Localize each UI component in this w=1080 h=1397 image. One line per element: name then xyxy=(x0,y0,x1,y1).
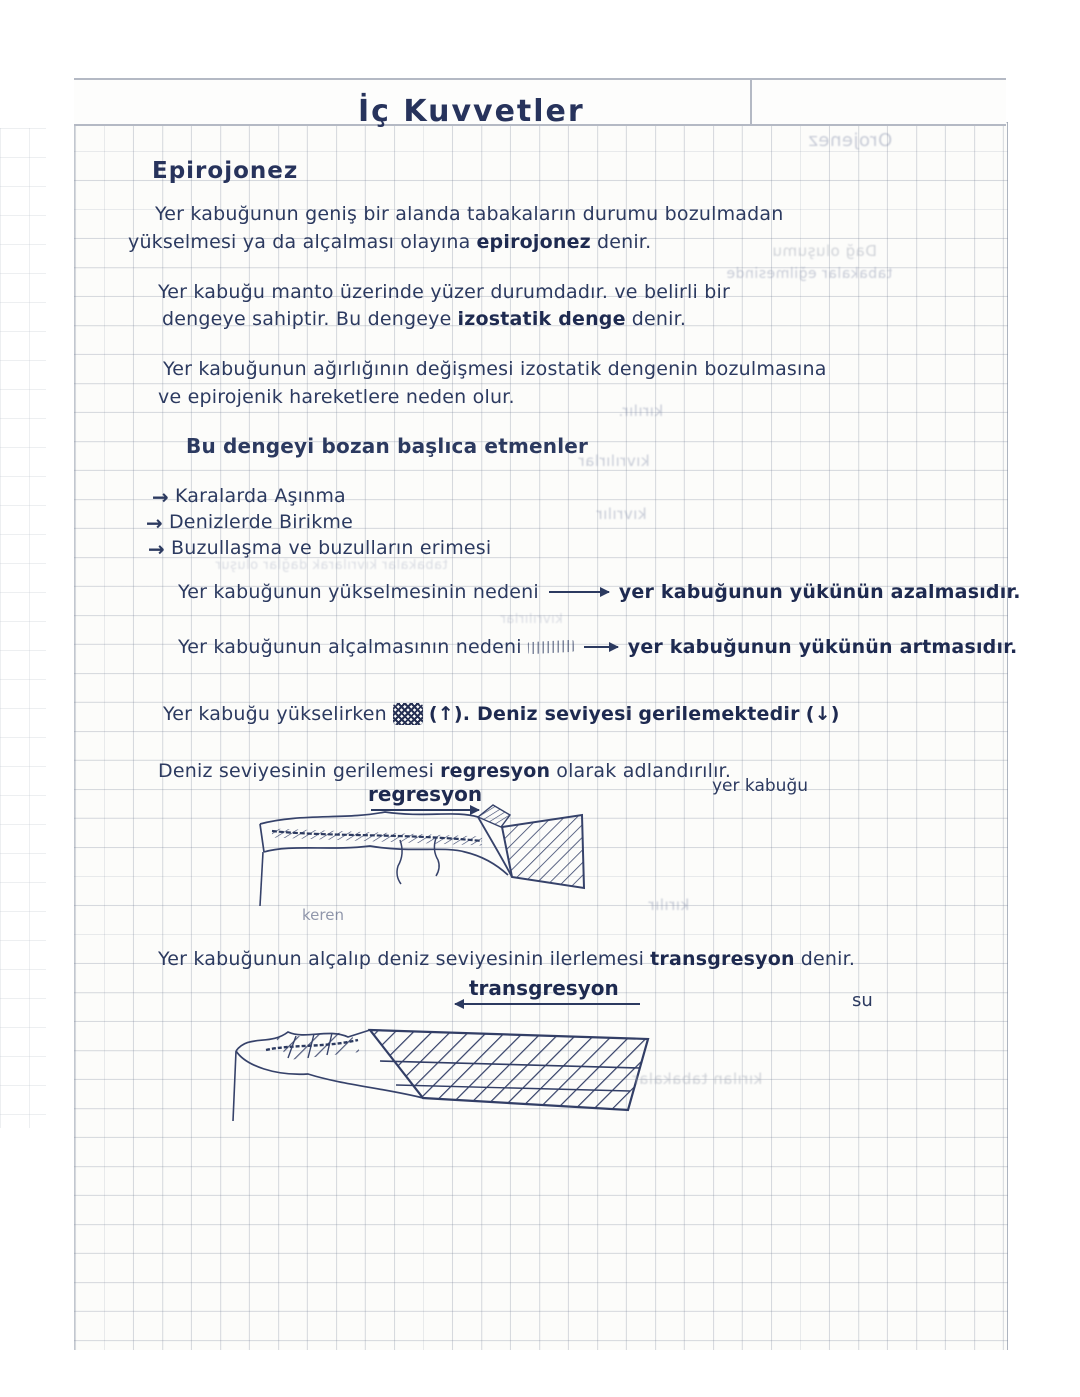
arrow-right-icon: → xyxy=(152,485,169,509)
label-text: transgresyon xyxy=(469,976,619,1000)
paragraph-text: dengeye sahiptir. Bu dengeye xyxy=(162,308,452,330)
ink-blot xyxy=(393,703,423,725)
water-label: su xyxy=(852,990,873,1011)
grid-paper xyxy=(74,122,1008,1350)
transgression-arrow-label xyxy=(455,976,640,1005)
page-title: İç Kuvvetler xyxy=(358,94,585,129)
regression-statement xyxy=(158,760,731,782)
statement-text: (↑). Deniz seviyesi xyxy=(428,703,633,725)
statement-text: Yer kabuğunun alçalıp deniz seviyesinin ilerlemesi xyxy=(158,948,645,970)
arrow-right-icon: → xyxy=(148,537,165,561)
cause-line xyxy=(178,636,1017,658)
paragraph-text: ve epirojenik hareketlere neden olur. xyxy=(158,386,515,408)
bleed-through-text: kıvrılır xyxy=(596,505,647,523)
bleed-through-text: kırılan tabakalar xyxy=(632,1070,763,1088)
crossed-out-scribble xyxy=(527,640,574,654)
list-item xyxy=(152,485,346,509)
list-item xyxy=(146,511,353,535)
crust-label: yer kabuğu xyxy=(712,776,809,796)
rise-statement xyxy=(163,703,840,725)
bleed-through-text: Dağ oluşumu xyxy=(772,242,877,260)
faint-caption: keren xyxy=(302,906,344,924)
arrow-right-icon xyxy=(549,591,609,593)
paragraph-line xyxy=(155,203,783,225)
paragraph-text: Yer kabuğunun geniş bir alanda tabakaların durumu bozulmadan xyxy=(155,203,784,225)
statement-text: Deniz seviyesinin gerilemesi xyxy=(158,760,435,782)
paragraph-text: denir. xyxy=(596,231,652,253)
bleed-through-text: kıvrılırlar xyxy=(578,452,650,470)
paragraph-line xyxy=(158,386,515,408)
page-edge-grid xyxy=(0,128,46,1128)
paragraph-line xyxy=(158,281,730,303)
paragraph-text: yükselmesi ya da alçalması olayına xyxy=(128,231,471,253)
paragraph-text: Yer kabuğunun ağırlığının değişmesi izostatik dengenin bozulmasına xyxy=(163,358,827,380)
emphasis-word: transgresyon xyxy=(650,948,795,970)
list-item-text: Denizlerde Birikme xyxy=(168,511,354,533)
bleed-through-text: kırılır xyxy=(648,896,690,914)
arrow-left-icon xyxy=(455,1003,640,1005)
statement-text: olarak adlandırılır. xyxy=(556,760,732,782)
cause-text: Yer kabuğunun alçalmasının nedeni xyxy=(178,636,522,658)
paragraph-line xyxy=(162,308,686,330)
bleed-through-text: tabakalar eğilmesinde xyxy=(726,266,893,282)
factors-heading: Bu dengeyi bozan başlıca etmenler xyxy=(186,434,589,458)
section-heading: Epirojonez xyxy=(152,158,299,184)
paragraph-text: denir. xyxy=(631,308,687,330)
emphasis-word: epirojonez xyxy=(476,231,591,253)
list-item-text: Buzullaşma ve buzulların erimesi xyxy=(170,537,492,559)
bleed-through-text: Orojenez xyxy=(808,130,893,151)
list-item-text: Karalarda Aşınma xyxy=(174,485,346,507)
cause-result-text: yer kabuğunun yükünün azalmasıdır. xyxy=(618,581,1021,603)
header-divider-line xyxy=(750,80,752,124)
cause-text: Yer kabuğunun yükselmesinin nedeni xyxy=(178,581,539,603)
statement-text: Yer kabuğu yükselirken xyxy=(163,703,387,725)
transgression-diagram xyxy=(218,1006,673,1131)
emphasis-word: izostatik denge xyxy=(457,308,626,330)
transgression-statement xyxy=(158,948,855,970)
cause-line xyxy=(178,581,1021,603)
bleed-through-text: kırılır. xyxy=(618,402,664,420)
label-text: regresyon xyxy=(368,782,483,806)
paragraph-line xyxy=(163,358,827,380)
bleed-through-text: tabakalar kıvrılarak dağlar oluşur xyxy=(215,558,448,573)
statement-text: (↓) xyxy=(805,703,840,725)
statement-text: denir. xyxy=(800,948,856,970)
paragraph-text: Yer kabuğu manto üzerinde yüzer durumdadır. ve belirli bir xyxy=(158,281,731,303)
paragraph-line xyxy=(128,231,651,253)
cause-result-text: yer kabuğunun yükünün artmasıdır. xyxy=(627,636,1018,658)
arrow-right-icon xyxy=(584,646,618,648)
emphasis-word: regresyon xyxy=(440,760,551,782)
regression-diagram xyxy=(250,800,595,918)
emphasis-word: gerilemektedir xyxy=(638,703,800,725)
arrow-right-icon: → xyxy=(146,511,163,535)
bleed-through-text: kıvrılırlar xyxy=(500,612,563,627)
